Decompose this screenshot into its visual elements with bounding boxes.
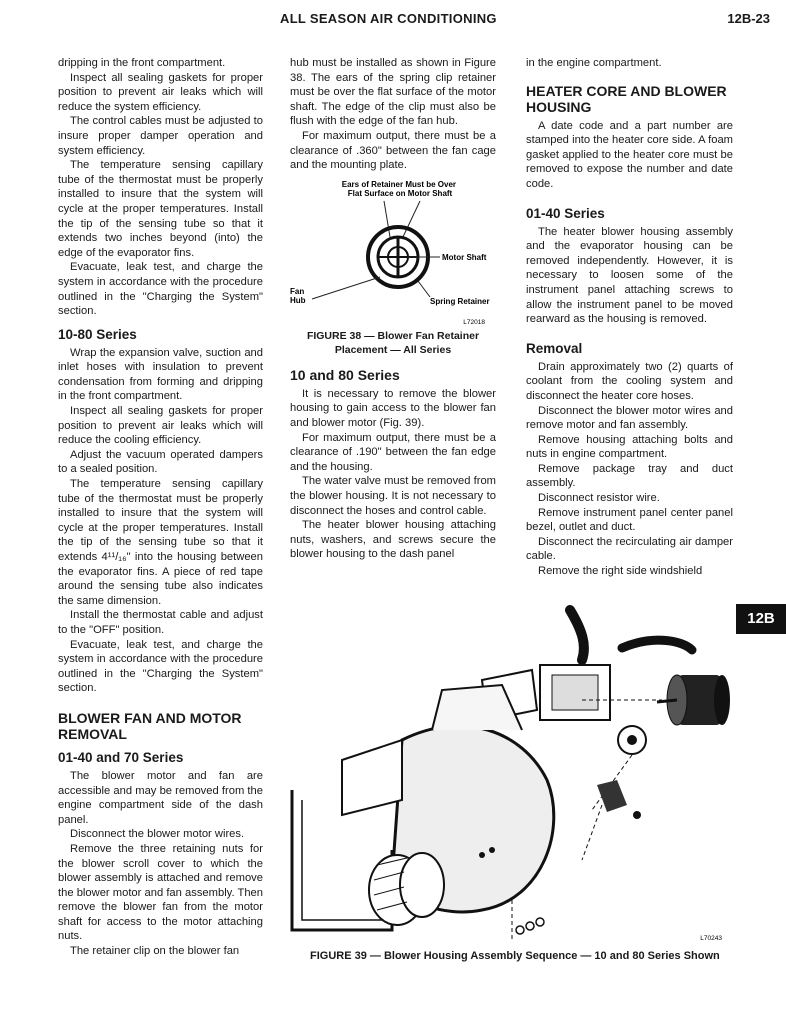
paragraph: The retainer clip on the blower fan [70, 945, 240, 958]
paragraph: Remove housing attaching bolts and nuts in engine compartment. [526, 433, 733, 461]
figure-38 [290, 177, 496, 329]
section-heading: BLOWER FAN AND MOTOR REMOVAL [58, 709, 242, 742]
heater-hose [570, 610, 584, 660]
paragraph: The temperature sensing capillary tube of the thermostat must be properly installed to insure that the system will cycle at the proper temperatures. Install the tip of the sensing tube so that it extends 4¹¹/₁₆" into the housing between the evaporator fins. A piece of red tape around the sensing tube also indicates the same dimension. [58, 478, 263, 607]
paragraph: The blower motor and fan are accessible and may be removed from the engine compartment side of the dash panel. [58, 769, 263, 826]
fig38-label-top-1: Ears of Retainer Must be Over [341, 179, 457, 189]
paragraph: Disconnect the recirculating air damper cable. [526, 535, 733, 563]
paragraph: Disconnect the blower motor wires. [70, 828, 245, 841]
paragraph: Adjust the vacuum operated dampers to a sealed position. [58, 448, 263, 476]
blower-fan-wheel [369, 853, 444, 925]
column-2 [290, 56, 496, 562]
paragraph: The water valve must be removed from the blower housing. It is not necessary to disconnect the hoses and control cable. [290, 475, 496, 517]
paragraph: The temperature sensing capillary tube of the thermostat must be properly installed to insure that the system will cycle at the proper temperatures. Install the tip of the sensing tube so that it extends two inches beyond (into) the edge of the evaporator fins. [58, 159, 263, 259]
page-number: 12B-23 [727, 11, 770, 26]
fig38-label-top [342, 180, 459, 198]
fig38-label-fan-1: Fan [290, 286, 305, 296]
paragraph: Wrap the expansion valve, suction and inlet hoses with insulation to prevent condensation from forming and dripping in the front compartment. [58, 346, 263, 403]
paragraph: Remove package tray and duct assembly. [526, 462, 733, 490]
paragraph: For maximum output, there must be a clearance of .190" between the fan edge and the housing. [290, 431, 496, 473]
paragraph: The heater blower housing assembly and the evaporator housing can be removed independently. However, it is necessary to loosen some of the instrument panel attaching screws to allow the instrument panel to be moved rearward as the housing is removed. [526, 225, 733, 326]
section-heading: HEATER CORE AND BLOWER HOUSING [526, 82, 727, 115]
running-title: ALL SEASON AIR CONDITIONING [280, 11, 497, 26]
fig38-label-shaft: Motor Shaft [442, 252, 487, 262]
resistor [597, 780, 641, 819]
fig38-code: L72018 [463, 318, 485, 326]
paragraph: Disconnect resistor wire. [538, 492, 660, 505]
fig38-label-spring: Spring Retainer [430, 296, 490, 306]
paragraph: The heater blower housing attaching nuts, washers, and screws secure the blower housing to the dash panel [290, 519, 496, 561]
blower-fan-retainer-illustration [290, 177, 496, 329]
figure-39-caption: FIGURE 39 — Blower Housing Assembly Sequence — 10 and 80 Series Shown [310, 950, 720, 962]
fig38-label-top-2: Flat Surface on Motor Shaft [347, 188, 453, 198]
paragraph: Inspect all sealing gaskets for proper position to prevent air leaks which will reduce the cooling efficiency. [58, 405, 263, 447]
paragraph: Disconnect the blower motor wires and remove motor and fan assembly. [526, 404, 733, 432]
figure-38-caption [290, 329, 496, 357]
paragraph: For maximum output, there must be a clearance of .360" between the fan cage and the mounting plate. [290, 129, 496, 172]
subsection-heading: 01-40 Series [526, 205, 605, 221]
column-3 [526, 56, 733, 579]
paragraph: Evacuate, leak test, and charge the system in accordance with the procedure outlined in the "Charging the System" section. [58, 638, 263, 695]
heater-hose-2 [622, 640, 692, 650]
column-1 [58, 56, 263, 959]
paragraph: Inspect all sealing gaskets for proper position to prevent air leaks which will reduce the system efficiency. [58, 71, 263, 113]
blower-motor [657, 675, 730, 725]
paragraph: It is necessary to remove the blower housing to gain access to the blower fan and blower motor (Fig. 39). [290, 387, 496, 429]
paragraph: The control cables must be adjusted to insure proper damper operation and system efficiency. [58, 115, 263, 157]
mounting-plate [618, 726, 646, 754]
fig38-caption-text: FIGURE 38 — Blower Fan Retainer Placement — All Series [306, 329, 480, 356]
paragraph: Drain approximately two (2) quarts of coolant from the cooling system and disconnect the heater core hoses. [526, 360, 733, 402]
paragraph: A date code and a part number are stamped into the heater core side. A foam gasket applied to the heater core must be removed to expose the number and date code. [526, 119, 733, 190]
figure-39-illustration [282, 600, 752, 945]
paragraph: in the engine compartment. [526, 57, 662, 69]
fig39-code: L70243 [700, 935, 722, 942]
section-tab: 12B [736, 604, 786, 634]
paragraph: Install the thermostat cable and adjust to the "OFF" position. [58, 609, 263, 636]
fig38-label-fan-2: Hub [290, 295, 306, 305]
fig38-label-fan-hub [290, 287, 306, 305]
paragraph: Remove instrument panel center panel bezel, outlet and duct. [526, 506, 733, 534]
paragraph: Evacuate, leak test, and charge the system in accordance with the procedure outlined in the "Charging the System" section. [58, 261, 263, 318]
paragraph: hub must be installed as shown in Figure 38. The ears of the spring clip retainer must be over the flat surface of the motor shaft. The edge of the clip must also be flush with the edge of the fan hub. [290, 57, 496, 128]
section-heading: 10-80 Series [58, 326, 137, 342]
page-header [0, 11, 786, 33]
section-heading: 10 and 80 Series [290, 366, 400, 383]
subsection-heading: Removal [526, 340, 583, 356]
paragraph: Remove the right side windshield [538, 565, 703, 578]
paragraph: Remove the three retaining nuts for the blower scroll cover to which the blower assembly is attached and remove the blower motor and fan assembly. Then remove the blower fan from the motor shaft for access to the motor attaching nuts. [58, 842, 263, 943]
subsection-heading: 01-40 and 70 Series [58, 749, 184, 765]
paragraph: dripping in the front compartment. [58, 57, 226, 69]
